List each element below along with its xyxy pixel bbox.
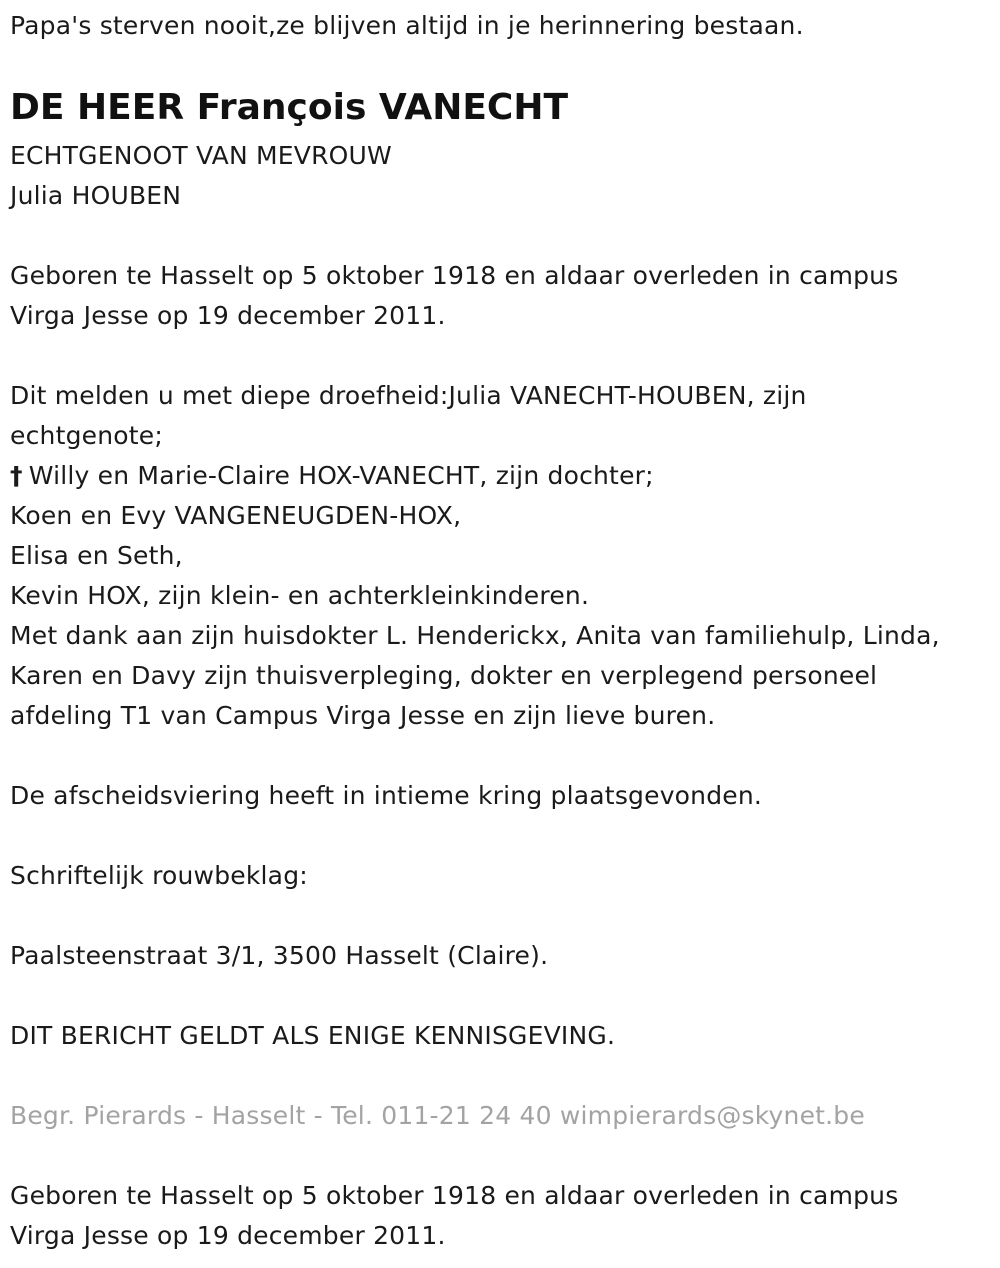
spacer [10,816,990,856]
spacer [10,1056,990,1096]
family-line-3-text: Willy en Marie-Claire HOX-VANECHT, zijn dochter; [28,461,654,490]
thanks-line-3: afdeling T1 van Campus Virga Jesse en zijn lieve buren. [10,701,716,730]
thanks-line-2: Karen en Davy zijn thuisverpleging, dokter en verplegend personeel [10,661,878,690]
cross-icon: † [10,461,23,490]
spacer [10,336,990,376]
deceased-name: DE HEER François VANECHT [10,87,569,128]
condolence-label: Schriftelijk rouwbeklag: [10,861,308,890]
undertaker-line: Begr. Pierards - Hasselt - Tel. 011-21 24 40 wimpierards@skynet.be [10,1101,865,1130]
spacer [10,1136,990,1176]
family-line-5: Elisa en Seth, [10,541,183,570]
obituary-notice [10,0,990,1256]
repeat-birth-death-line-2: Virga Jesse op 19 december 2011. [10,1221,446,1250]
thanks-line-1: Met dank aan zijn huisdokter L. Henderickx, Anita van familiehulp, Linda, [10,621,940,650]
spacer [10,216,990,256]
spacer [10,736,990,776]
spacer [10,976,990,1016]
family-line-3 [10,456,990,496]
family-line-2: echtgenote; [10,421,163,450]
spouse-name: Julia HOUBEN [10,181,182,210]
spacer [10,896,990,936]
repeat-birth-death-line-1: Geboren te Hasselt op 5 oktober 1918 en aldaar overleden in campus [10,1181,899,1210]
family-line-4: Koen en Evy VANGENEUGDEN-HOX, [10,501,462,530]
notice-line: DIT BERICHT GELDT ALS ENIGE KENNISGEVING. [10,1021,616,1050]
birth-death-line-2: Virga Jesse op 19 december 2011. [10,301,446,330]
family-line-1: Dit melden u met diepe droefheid:Julia VANECHT-HOUBEN, zijn [10,381,807,410]
birth-death-line-1: Geboren te Hasselt op 5 oktober 1918 en aldaar overleden in campus [10,261,899,290]
ceremony-line: De afscheidsviering heeft in intieme kring plaatsgevonden. [10,781,763,810]
spouse-title: ECHTGENOOT VAN MEVROUW [10,141,392,170]
intro-quote: Papa's sterven nooit,ze blijven altijd in je herinnering bestaan. [10,11,804,40]
family-line-6: Kevin HOX, zijn klein- en achterkleinkinderen. [10,581,590,610]
condolence-address: Paalsteenstraat 3/1, 3500 Hasselt (Claire). [10,941,549,970]
